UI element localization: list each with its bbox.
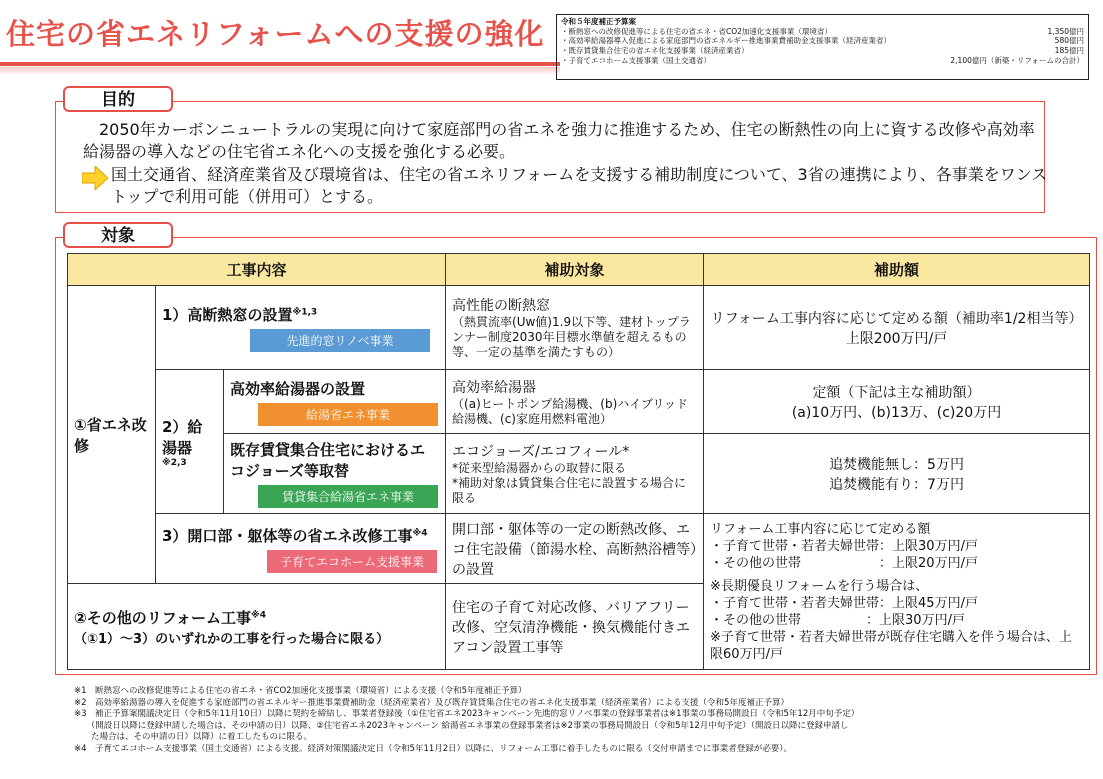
- row2a-tag: 給湯省エネ事業: [258, 403, 438, 426]
- table-row: [68, 514, 1090, 584]
- header-subject: 補助対象: [446, 254, 704, 286]
- footnote: ※2 高効率給湯器の導入を促進する家庭部門の省エネルギー推進事業費補助金（経済産業省）及び既存賃貸集合住宅の省エネ化支援事業（経済産業省）による支援（令和5年度補正予算）: [74, 697, 789, 708]
- row2a-amount: 定額（下記は主な補助額） (a)10万円、(b)13万、(c)20万円: [704, 370, 1090, 434]
- row1-title: 1）高断熱窓の設置: [162, 305, 293, 324]
- subsidy-table: [67, 253, 1090, 670]
- row2b-subject: エコジョーズ/エコフィール* *従来型給湯器からの取替に限る *補助対象は賃貸集合住宅に設置する場合に限る: [446, 434, 704, 514]
- row1-amount: リフォーム工事内容に応じて定める額（補助率1/2相当等）上限200万円/戸: [704, 286, 1090, 370]
- target-label: 対象: [63, 222, 173, 248]
- footnote: ※3 補正予算案閣議決定日（令和5年11月10日）以降に契約を締結し、事業者登録後（①住宅省エネ2023キャンペーン先進的窓リノベ事業の登録事業者は※1事業の事務局開設日（令和5年12月中旬予定）: [74, 709, 860, 719]
- row3-amount: リフォーム工事内容に応じて定める額 ・子育て世帯・若者夫婦世帯：上限30万円/戸 ・その他の世帯 ：上限20万円/戸 ※長期優良リフォームを行う場合は、 ・子育て世帯・若者夫婦世帯：上限45万円/戸 ・その他の世帯 ：上限30万円/戸 ※子育て世帯・若者夫婦世帯が既存住宅購入を伴う場合は、上限60万円/戸: [704, 514, 1090, 670]
- budget-row: ・高効率給湯器導入促進による家庭部門の省エネルギー推進事業費補助金支援事業（経済産業省） 580億円: [561, 36, 1084, 46]
- row1-tag: 先進的窓リノベ事業: [250, 329, 430, 352]
- group-energy-renovation: ①省エネ改修: [68, 286, 156, 584]
- title-underline: [0, 62, 560, 66]
- row3-work: 3）開口部・躯体等の省エネ改修工事$^{※4}$ 子育てエコホーム支援事業: [156, 514, 446, 584]
- row2b-tag: 賃貸集合給湯省エネ事業: [258, 485, 438, 508]
- purpose-label: 目的: [63, 86, 173, 112]
- budget-heading: 令和５年度補正予算案: [561, 17, 636, 26]
- row3-tag: 子育てエコホーム支援事業: [267, 550, 437, 573]
- row2b-amount: 追焚機能無し：5万円 追焚機能有り：7万円: [704, 434, 1090, 514]
- table-row: [68, 370, 1090, 434]
- row3-subject: 開口部・躯体等の一定の断熱改修、エコ住宅設備（節湯水栓、高断熱浴槽等）の設置: [446, 514, 704, 584]
- table-row: [68, 286, 1090, 370]
- footnote: た場合は、その申請の日）以降）に着工したものに限る。: [74, 732, 313, 742]
- footnote: ※4 子育てエコホーム支援事業（国土交通省）による支援。経済対策閣議決定日（令和5年11月2日）以降に、リフォーム工事に着手したものに限る（交付申請までに事業者登録が必要）。: [74, 743, 792, 754]
- purpose-conclusion: 国土交通省、経済産業省及び環境省は、住宅の省エネリフォームを支援する補助制度について、3省の連携により、各事業をワンストップで利用可能（併用可）とする。: [111, 165, 1048, 206]
- footnote: ※1 断熱窓への改修促進等による住宅の省エネ・省CO2加速化支援事業（環境省）による支援（令和5年度補正予算）: [74, 686, 527, 696]
- header-amount: 補助額: [704, 254, 1090, 286]
- row1-work: 1）高断熱窓の設置$^{※1,3}$ 先進的窓リノベ事業: [156, 286, 446, 370]
- row4-subject: 住宅の子育て対応改修、バリアフリー改修、空気清浄機能・換気機能付きエアコン設置工事等: [446, 584, 704, 670]
- row2-group: 2）給湯器 ※2,3: [156, 370, 224, 514]
- title-underline-shade: [0, 67, 560, 75]
- table-header-row: [68, 254, 1090, 286]
- page-title: 住宅の省エネリフォームへの支援の強化: [6, 17, 545, 51]
- row2b-work: 既存賃貸集合住宅におけるエコジョーズ等取替 賃貸集合給湯省エネ事業: [224, 434, 446, 514]
- row1-subject: 高性能の断熱窓 （熱貫流率(Uw値)1.9以下等、建材トップランナー制度2030年目標水準値を超えるもの等、一定の基準を満たすもの）: [446, 286, 704, 370]
- arrow-right-icon: [82, 166, 108, 190]
- row2a-work: 高効率給湯器の設置 給湯省エネ事業: [224, 370, 446, 434]
- budget-box: [556, 14, 1089, 80]
- budget-row: ・断熱窓への改修促進等による住宅の省エネ・省CO2加速化支援事業（環境省） 1,350億円: [561, 26, 1084, 36]
- header-work: 工事内容: [68, 254, 446, 286]
- budget-row: ・子育てエコホーム支援事業（国土交通省） 2,100億円（新築・リフォームの合計）: [561, 55, 1084, 65]
- purpose-text: 2050年カーボンニュートラルの実現に向けて家庭部門の省エネを強力に推進するため、住宅の断熱性の向上に資する改修や高効率給湯器の導入などの住宅省エネ化への支援を強化する必要。: [83, 120, 1035, 161]
- row4-work: ②その他のリフォーム工事$^{※4}$ （①1）～3）のいずれかの工事を行った場合に限る）: [68, 584, 446, 670]
- budget-row: ・既存賃貸集合住宅の省エネ化支援事業（経済産業省） 185億円: [561, 46, 1084, 56]
- footnote: （開設日以降に登録申請した場合は、その申請の日）以降、②住宅省エネ2023キャンペーン 給湯省エネ事業の登録事業者は※2事業の事務局開設日（令和5年12月中旬予定）（開設日以降に登録申請し: [74, 720, 849, 731]
- row2a-subject: 高効率給湯器 （(a)ヒートポンプ給湯機、(b)ハイブリッド給湯機、(c)家庭用燃料電池）: [446, 370, 704, 434]
- footnotes: [74, 686, 1084, 755]
